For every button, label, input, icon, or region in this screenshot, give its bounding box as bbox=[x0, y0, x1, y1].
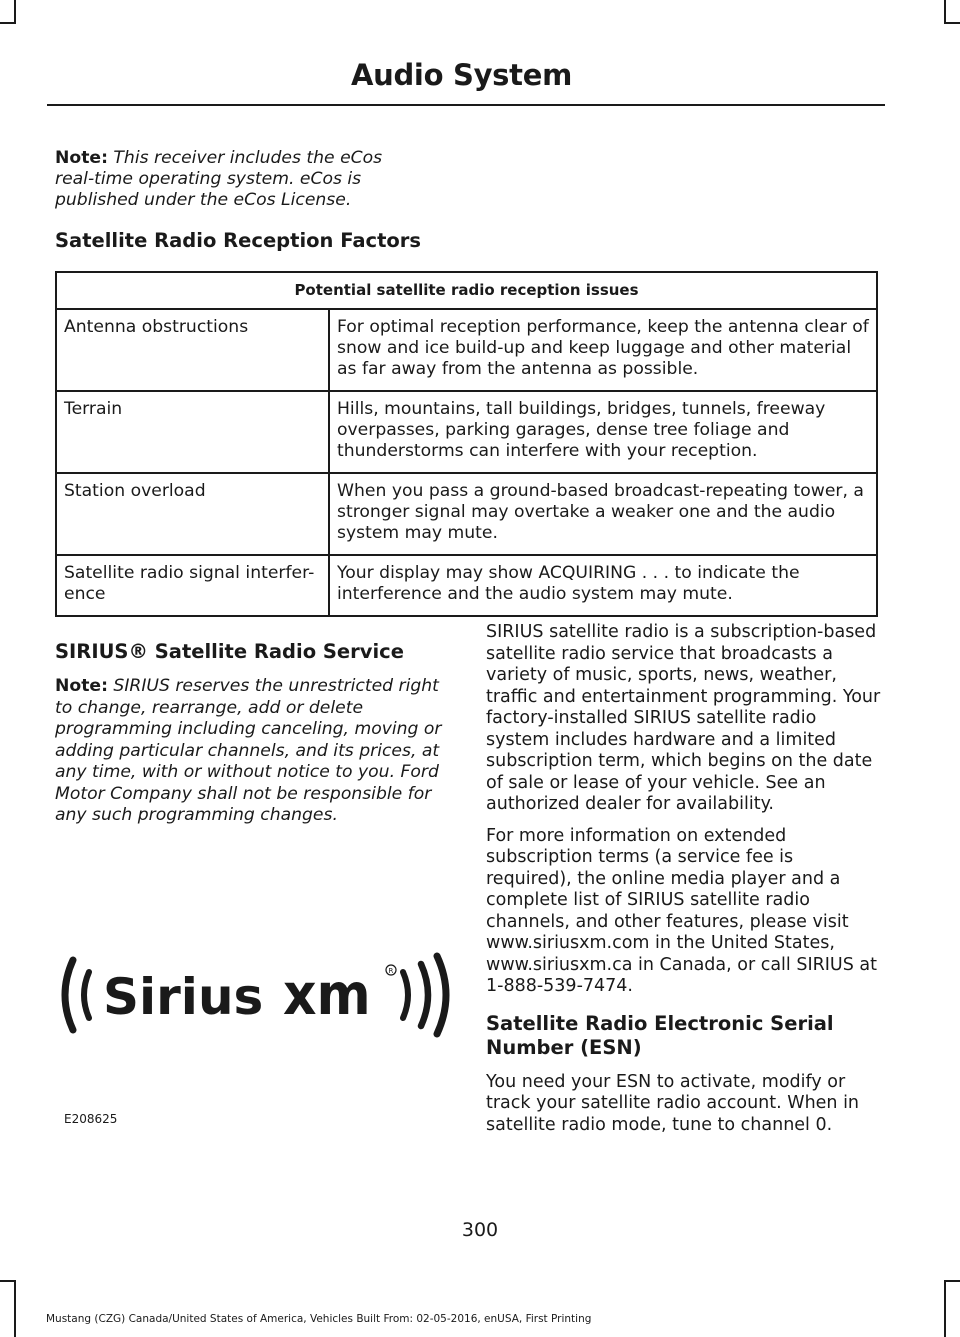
table-row bbox=[56, 391, 877, 473]
footer: Mustang (CZG) Canada/United States of America, Vehicles Built From: 02-05-2016, enUSA, First Printing bbox=[46, 1313, 592, 1325]
crop-mark bbox=[14, 0, 16, 24]
esn-paragraph: You need your ESN to activate, modify or track your satellite radio account. When in satellite radio mode, tune to channel 0. bbox=[486, 1071, 860, 1135]
right-column bbox=[486, 622, 884, 1146]
page-number: 300 bbox=[461, 1219, 499, 1241]
svg-text:R: R bbox=[388, 967, 394, 975]
left-column bbox=[55, 640, 455, 837]
table-row bbox=[56, 473, 877, 555]
ecos-note bbox=[55, 148, 425, 211]
crop-mark bbox=[14, 1280, 16, 1337]
sirius-paragraph: For more information on extended subscription terms (a service fee is required), the online media player and a complete list of SIRIUS satellite radio channels, and other features, please visit www.siriusxm.com in the United States, www.siriusxm.ca in Canada, or call SIRIUS at 1-888-539-7474. bbox=[486, 825, 877, 996]
page-title: Audio System bbox=[350, 58, 572, 92]
note-text: This receiver includes the eCos real-time operating system. eCos is published under the eCos License. bbox=[55, 148, 383, 210]
reception-issues-table bbox=[55, 271, 878, 617]
crop-mark bbox=[0, 22, 16, 24]
description-cell: Your display may show ACQUIRING . . . to indicate the interference and the audio system may mute. bbox=[329, 555, 877, 616]
issue-cell: Antenna obstructions bbox=[56, 309, 329, 391]
sirius-note bbox=[55, 676, 455, 827]
note-text: SIRIUS reserves the unrestricted right to change, rearrange, add or delete programming including canceling, moving or adding particular channels, and its prices, at any time, with or without notice to you. Ford Motor Company shall not be responsible for any such programming changes. bbox=[55, 676, 442, 825]
sirius-service-heading: SIRIUS® Satellite Radio Service bbox=[55, 640, 404, 663]
esn-heading: Satellite Radio Electronic Serial Number (ESN) bbox=[486, 1011, 834, 1059]
svg-text:Sirius: Sirius bbox=[103, 968, 264, 1026]
crop-mark bbox=[944, 1280, 960, 1282]
sirius-paragraph: SIRIUS satellite radio is a subscription-based satellite radio service that broadcasts a variety of music, sports, news, weather, traffic and entertainment programming. Your factory-installed SIRIUS satellite radio system includes hardware and a limited subscription term, which begins on the date of sale or lease of your vehicle. See an authorized dealer for availability. bbox=[486, 622, 881, 814]
note-label: Note: bbox=[55, 676, 108, 696]
image-code: E208625 bbox=[64, 1112, 118, 1126]
description-cell: Hills, mountains, tall buildings, bridges, tunnels, freeway overpasses, parking garages, dense tree foliage and thunderstorms can interfere with your reception. bbox=[329, 391, 877, 473]
siriusxm-logo bbox=[55, 950, 455, 1040]
crop-mark bbox=[0, 1280, 16, 1282]
note-label: Note: bbox=[55, 148, 108, 168]
issue-cell: Satellite radio signal interfer-ence bbox=[56, 555, 329, 616]
issue-cell: Terrain bbox=[56, 391, 329, 473]
issue-cell: Station overload bbox=[56, 473, 329, 555]
table-row bbox=[56, 309, 877, 391]
svg-text:xm: xm bbox=[283, 960, 371, 1028]
reception-heading: Satellite Radio Reception Factors bbox=[55, 229, 422, 252]
crop-mark bbox=[944, 0, 946, 24]
crop-mark bbox=[944, 1280, 946, 1337]
crop-mark bbox=[944, 22, 960, 24]
table-row bbox=[56, 555, 877, 616]
description-cell: When you pass a ground-based broadcast-repeating tower, a stronger signal may overtake a weaker one and the audio system may mute. bbox=[329, 473, 877, 555]
table-header: Potential satellite radio reception issues bbox=[56, 272, 877, 309]
header-divider bbox=[47, 104, 885, 106]
description-cell: For optimal reception performance, keep the antenna clear of snow and ice build-up and keep luggage and other material as far away from the antenna as possible. bbox=[329, 309, 877, 391]
